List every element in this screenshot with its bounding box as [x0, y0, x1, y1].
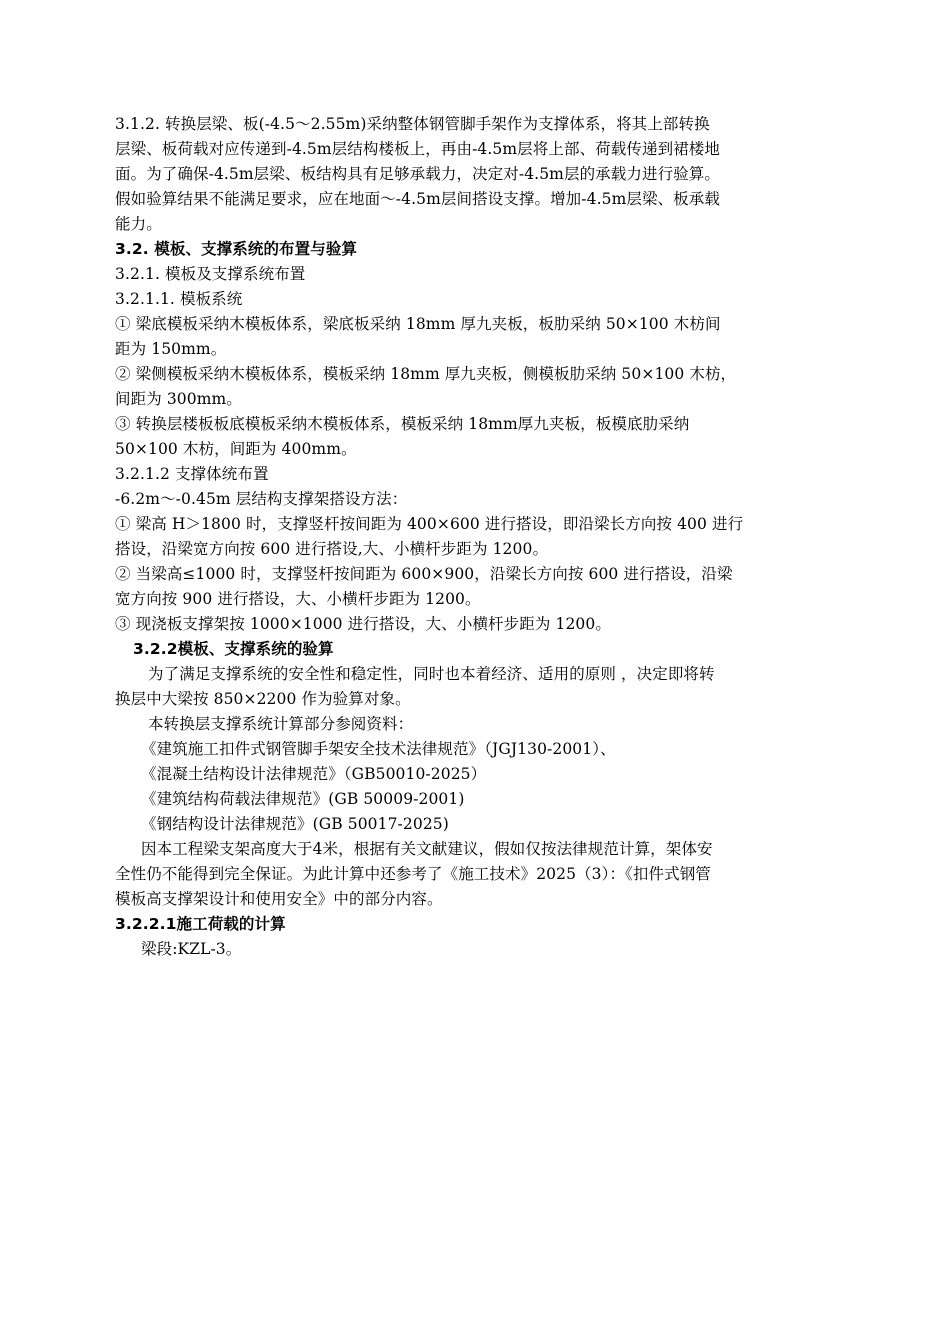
paragraph-line: 层梁、板荷载对应传递到-4.5m层结构楼板上，再由-4.5m层将上部、荷载传递到裙楼地 — [115, 140, 720, 158]
subsection-heading: 3.2.1.1. 模板系统 — [115, 290, 243, 308]
reference-item: 《混凝土结构设计法律规范》（GB50010-2025） — [141, 765, 487, 783]
paragraph-line: 本转换层支撑系统计算部分参阅资料： — [148, 715, 414, 733]
section-heading: 3.2.2模板、支撑系统的验算 — [133, 640, 334, 658]
list-item: ② 当梁高≤1000 时，支撑竖杆按间距为 600×900，沿梁长方向按 600 进行搭设，沿梁 — [115, 565, 733, 583]
reference-item: 《建筑施工扣件式钢管脚手架安全技术法律规范》（JGJ130-2001）、 — [141, 740, 616, 758]
reference-item: 《建筑结构荷载法律规范》(GB 50009-2001) — [141, 790, 465, 808]
paragraph-line: 能力。 — [115, 215, 162, 233]
paragraph-line: 假如验算结果不能满足要求，应在地面～-4.5m层间搭设支撑。增加-4.5m层梁、板承载 — [115, 190, 720, 208]
list-item-continuation: 间距为 300mm。 — [115, 390, 242, 408]
paragraph-line: 模板高支撑架设计和使用安全》中的部分内容。 — [115, 890, 443, 908]
list-item: ① 梁底模板采纳木模板体系，梁底板采纳 18mm 厚九夹板，板肋采纳 50×100 木枋间 — [115, 315, 721, 333]
subsection-heading: 3.2.1. 模板及支撑系统布置 — [115, 265, 306, 283]
paragraph-line: 全性仍不能得到完全保证。为此计算中还参考了《施工技术》2025（3）：《扣件式钢管 — [115, 865, 711, 883]
list-item-continuation: 距为 150mm。 — [115, 340, 227, 358]
list-item-continuation: 搭设，沿梁宽方向按 600 进行搭设,大、小横杆步距为 1200。 — [115, 540, 549, 558]
paragraph-line: 换层中大梁按 850×2200 作为验算对象。 — [115, 690, 411, 708]
list-item-continuation: 宽方向按 900 进行搭设，大、小横杆步距为 1200。 — [115, 590, 481, 608]
list-item-continuation: 50×100 木枋，间距为 400mm。 — [115, 440, 357, 458]
list-item: ③ 现浇板支撑架按 1000×1000 进行搭设，大、小横杆步距为 1200。 — [115, 615, 611, 633]
paragraph-line: 3.1.2. 转换层梁、板(-4.5～2.55m)采纳整体钢管脚手架作为支撑体系，将其上部转换 — [115, 115, 710, 133]
paragraph-line: -6.2m～-0.45m 层结构支撑架搭设方法： — [115, 490, 408, 508]
paragraph-line: 面。为了确保-4.5m层梁、板结构具有足够承载力，决定对-4.5m层的承载力进行验算。 — [115, 165, 720, 183]
paragraph-line: 梁段:KZL-3。 — [141, 940, 242, 958]
paragraph-line: 为了满足支撑系统的安全性和稳定性，同时也本着经济、适用的原则 ，决定即将转 — [148, 665, 715, 683]
list-item: ③ 转换层楼板板底模板采纳木模板体系，模板采纳 18mm厚九夹板，板模底肋采纳 — [115, 415, 690, 433]
list-item: ② 梁侧模板采纳木模板体系，模板采纳 18mm 厚九夹板，侧模板肋采纳 50×100 木枋， — [115, 365, 737, 383]
list-item: ① 梁高 H＞1800 时，支撑竖杆按间距为 400×600 进行搭设，即沿梁长方向按 400 进行 — [115, 515, 744, 533]
paragraph-line: 因本工程梁支架高度大于4米，根据有关文献建议，假如仅按法律规范计算，架体安 — [141, 840, 713, 858]
reference-item: 《钢结构设计法律规范》(GB 50017-2025) — [141, 815, 449, 833]
section-heading: 3.2. 模板、支撑系统的布置与验算 — [115, 240, 358, 258]
subsection-heading: 3.2.1.2 支撑体统布置 — [115, 465, 269, 483]
section-heading: 3.2.2.1施工荷载的计算 — [115, 915, 286, 933]
